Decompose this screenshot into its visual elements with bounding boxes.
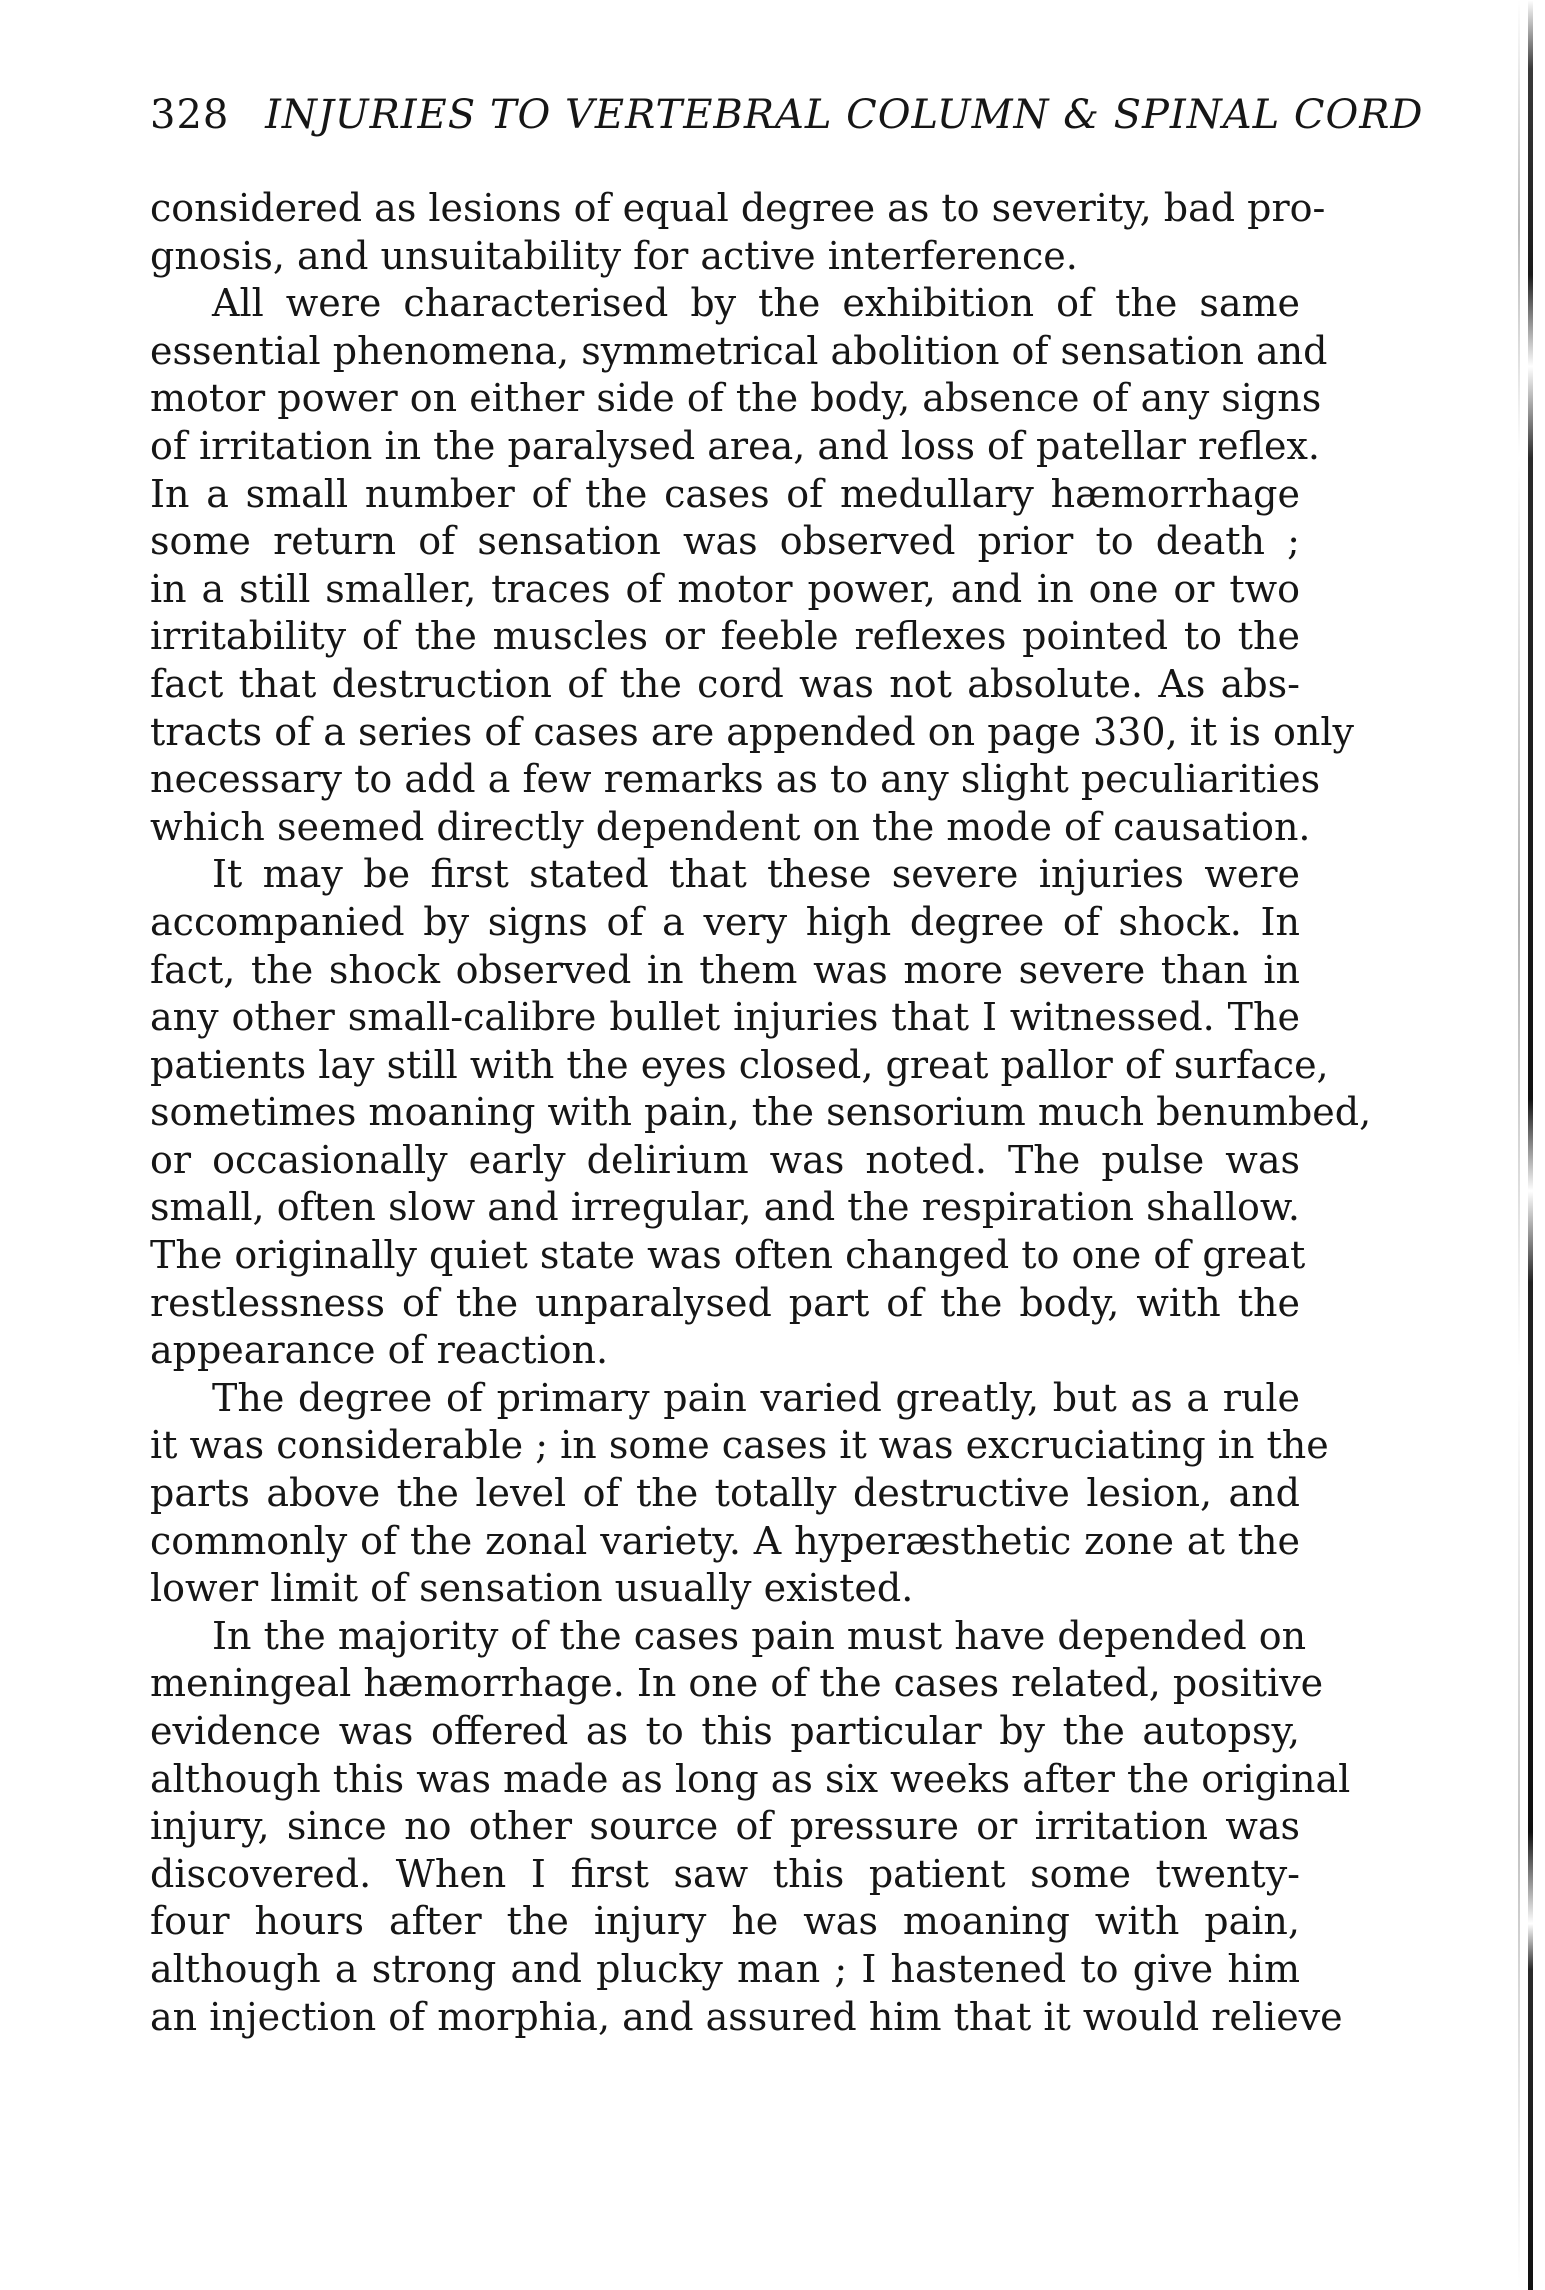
text-line: restlessness of the unparalysed part of the body, with the [150,1280,1300,1325]
text-line: All were characterised by the exhibition of the same [212,281,1300,326]
text-line: injury, since no other source of pressure or irritation was [150,1804,1300,1849]
text-line: which seemed directly dependent on the mode of causation. [150,804,1311,849]
page-binding-edge [1528,0,1533,2290]
text-line: in a still smaller, traces of motor power, and in one or two [150,566,1300,611]
text-line: In a small number of the cases of medullary hæmorrhage [150,471,1300,516]
text-line: of irritation in the paralysed area, and loss of patellar reflex. [150,423,1321,468]
text-line: It may be first stated that these severe injuries were [212,852,1300,897]
text-line: considered as lesions of equal degree as to severity, bad pro- [150,186,1326,230]
text-line: appearance of reaction. [150,1328,609,1373]
text-line: irritability of the muscles or feeble reflexes pointed to the [150,614,1300,659]
text-line: The degree of primary pain varied greatly, but as a rule [212,1375,1300,1420]
text-line: an injection of morphia, and assured him that it would relieve [150,1994,1343,2039]
text-line: essential phenomena, symmetrical abolition of sensation and [150,328,1328,373]
text-line: motor power on either side of the body, absence of any signs [150,376,1322,421]
text-line: four hours after the injury he was moaning with pain, [150,1899,1300,1944]
text-line: although this was made as long as six weeks after the original [150,1756,1351,1801]
text-line: patients lay still with the eyes closed, great pallor of surface, [150,1042,1329,1087]
text-line: evidence was offered as to this particular by the autopsy, [150,1709,1300,1753]
text-line: fact, the shock observed in them was more severe than in [150,947,1300,992]
text-line: although a strong and plucky man ; I hastened to give him [150,1946,1300,1991]
page-number: 328 [150,92,230,138]
text-line: lower limit of sensation usually existed. [150,1566,914,1611]
text-line: necessary to add a few remarks as to any slight peculiarities [150,757,1321,802]
text-line: fact that destruction of the cord was not absolute. As abs- [150,661,1300,706]
text-line: some return of sensation was observed prior to death ; [150,519,1300,564]
text-line: gnosis, and unsuitability for active interference. [150,233,1078,278]
text-line: accompanied by signs of a very high degree of shock. In [150,899,1300,944]
text-line: parts above the level of the totally destructive lesion, and [150,1471,1300,1516]
text-line: In the majority of the cases pain must have depended on [212,1613,1307,1658]
text-line: meningeal hæmorrhage. In one of the cases related, positive [150,1661,1324,1706]
text-line: any other small-calibre bullet injuries that I witnessed. The [150,995,1300,1040]
text-line: commonly of the zonal variety. A hyperæsthetic zone at the [150,1518,1300,1563]
text-line: it was considerable ; in some cases it was excruciating in the [150,1423,1329,1468]
body-text [150,185,1372,2041]
text-line: The originally quiet state was often changed to one of great [150,1233,1306,1278]
running-header [150,92,1424,138]
text-line: tracts of a series of cases are appended on page 330, it is only [150,709,1354,754]
running-title: INJURIES TO VERTEBRAL COLUMN & SPINAL CORD [265,92,1424,138]
text-line: sometimes moaning with pain, the sensorium much benumbed, [150,1090,1372,1135]
text-line: or occasionally early delirium was noted. The pulse was [150,1137,1300,1182]
text-line: small, often slow and irregular, and the respiration shallow. [150,1185,1300,1230]
text-line: discovered. When I first saw this patient some twenty- [150,1851,1300,1896]
page-edge-shadow [1518,0,1520,2290]
